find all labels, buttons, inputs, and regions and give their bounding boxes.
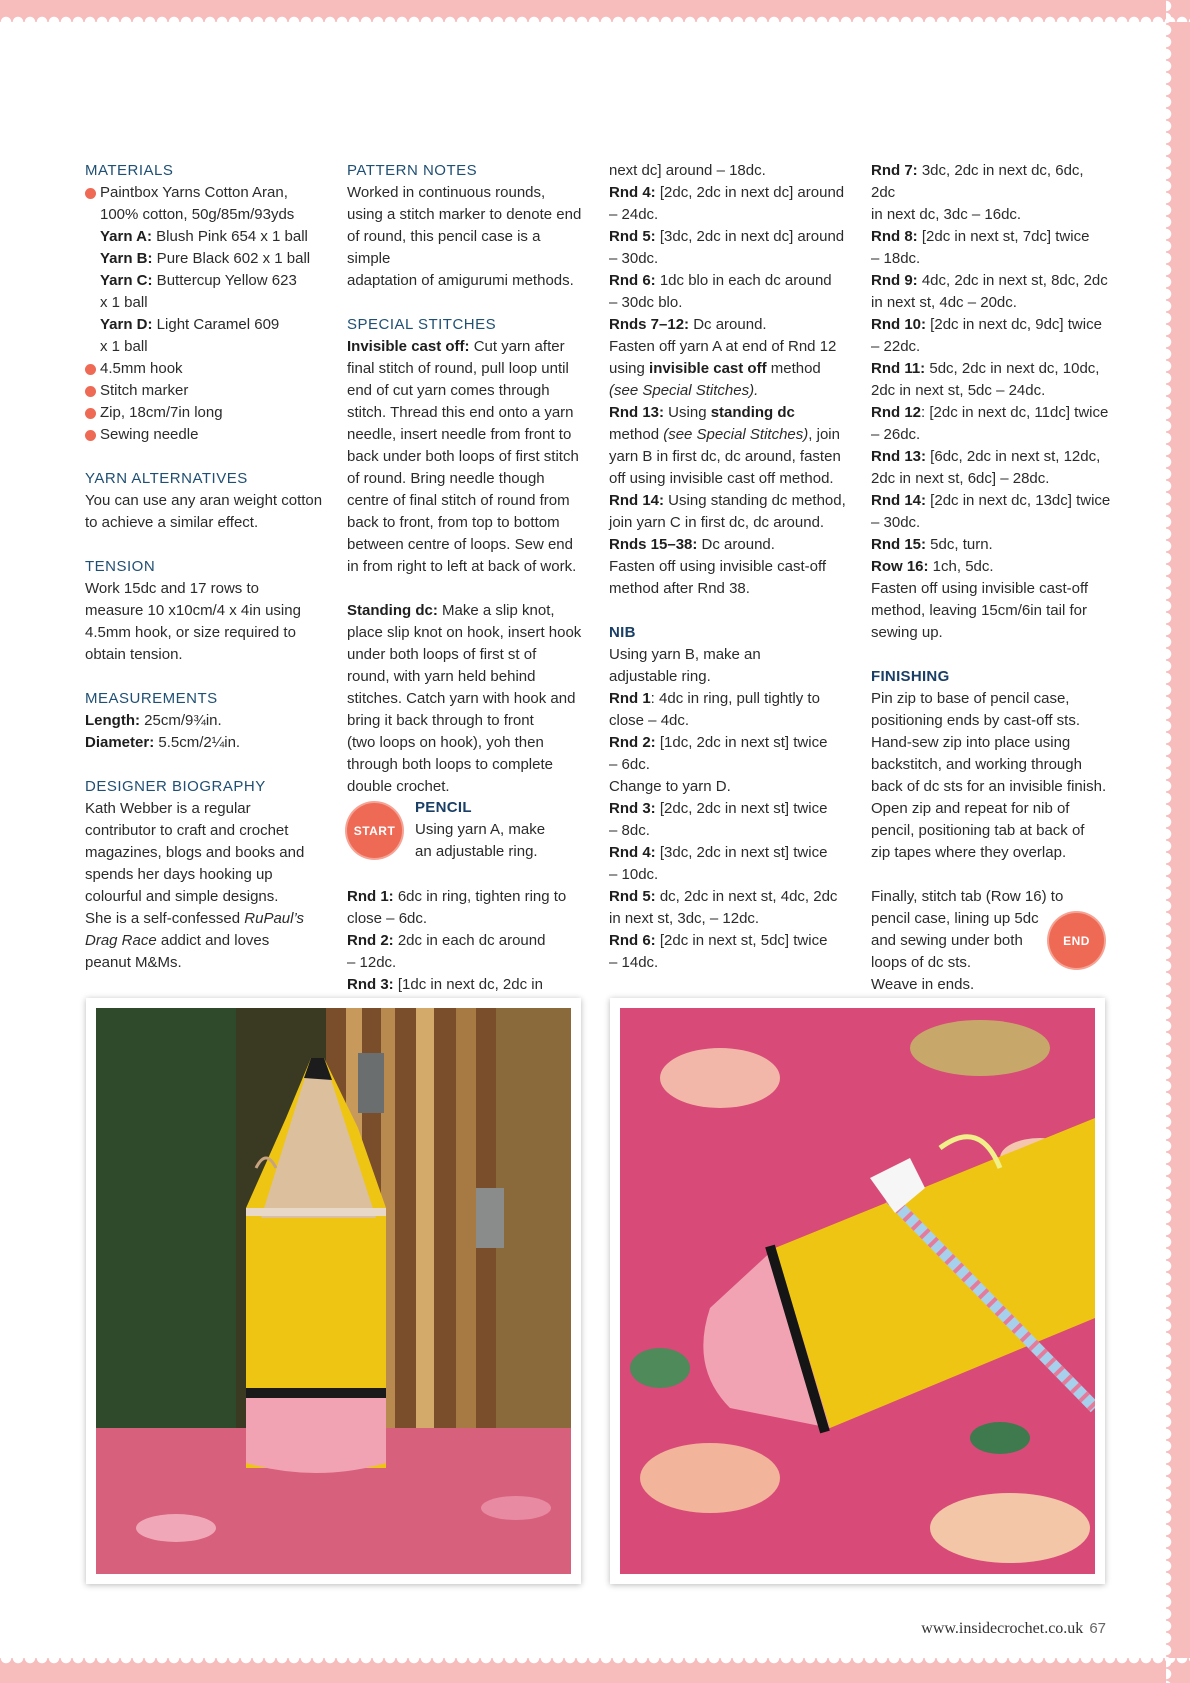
materials-item: Stitch marker [85,380,325,402]
materials-item: Zip, 18cm/7in long [85,402,325,424]
column-3: next dc] around – 18dc. Rnd 4: [2dc, 2dc in next dc] around – 24dc. Rnd 5: [3dc, 2dc in next dc] around – 30dc. Rnd 6: 1dc blo in each dc around – 30dc blo. Rnds 7–12: Dc around. Fasten off yarn A at end of Rnd 12 using invisible cast off method (see Special Stitches). Rnd 13: Using standing dc method (see Special Stitches), join yarn B in first dc, dc around, fasten off using invisible cast off method. Rnd 14: Using standing dc method, join yarn C in first dc, dc around. Rnds 15–38: Dc around. Fasten off using invisible cast-off method after Rnd 38. NIB Using yarn B, make an adjustable ring. Rnd 1: 4dc in ring, pull tightly to close – 4dc. Rnd 2: [1dc, 2dc in next st] twice – 6dc. Change to yarn D. Rnd 3: [2dc, 2dc in next st] twice – 8dc. Rnd 4: [3dc, 2dc in next st] twice – 10dc. Rnd 5: dc, 2dc in next st, 4dc, 2dc in next st, 3dc, – 12dc. Rnd 6: [2dc in next st, 5dc] twice – 14dc. [609,160,854,974]
materials-item: 4.5mm hook [85,358,325,380]
end-badge: END [1049,913,1104,968]
page-border-top [0,0,1190,22]
column-2: PATTERN NOTES Worked in continuous rounds, using a stitch marker to denote end of round, this pencil case is a simple adaptation of amigurumi methods. SPECIAL STITCHES Invisible cast off: Cut yarn after final stitch of round, pull loop until end of cut yarn comes through stitch. Thread this end onto a yarn needle, insert needle from front to back under both loops of first stitch of round. Bring needle though centre of final stitch of round from back to front, from top to bottom between centre of loops. Sew end in from right to left at back of work. Standing dc: Make a slip knot, place slip knot on hook, insert hook under both loops of first st of round, with yarn held behind stitches. Catch yarn with hook and bring it back through to front (two loops on hook), yoh then through both loops to complete double crochet. Rnd 1: 6dc in ring, tighten ring to close – 6dc. Rnd 2: 2dc in each dc around – 12dc. Rnd 3: [1dc in next dc, 2dc in [347,160,587,996]
photo-pencil-case-upright [86,998,581,1584]
special-stitches-heading: SPECIAL STITCHES [347,316,497,333]
nib-heading: NIB [609,624,636,641]
start-badge: START [347,803,402,858]
page-border-bottom [0,1658,1190,1683]
pencil-case-lying-image [620,1008,1095,1574]
pencil-intro: Using yarn A, make an adjustable ring. [415,821,546,860]
pencil-heading: PENCIL [415,799,472,816]
yarn-alternatives-heading: YARN ALTERNATIVES [85,470,248,487]
pencil-case-upright-image [96,1008,571,1574]
column-4: Rnd 7: 3dc, 2dc in next dc, 6dc, 2dc in next dc, 3dc – 16dc. Rnd 8: [2dc in next st, 7dc] twice – 18dc. Rnd 9: 4dc, 2dc in next st, 8dc, 2dc in next st, 4dc – 20dc. Rnd 10: [2dc in next dc, 9dc] twice – 22dc. Rnd 11: 5dc, 2dc in next dc, 10dc, 2dc in next st, 5dc – 24dc. Rnd 12: [2dc in next dc, 11dc] twice – 26dc. Rnd 13: [6dc, 2dc in next st, 12dc, 2dc in next st, 6dc] – 28dc. Rnd 14: [2dc in next dc, 13dc] twice – 30dc. Rnd 15: 5dc, turn. Row 16: 1ch, 5dc. Fasten off using invisible cast-off method, leaving 15cm/6in tail for sewing up. FINISHING Pin zip to base of pencil case, positioning ends by cast-off sts. Hand-sew zip into place using backstitch, and working through back of dc sts for an invisible finish. Open zip and repeat for nib of pencil, positioning tab at back of zip tapes where they overlap. Finally, stitch tab (Row 16) to pencil case, lining up 5dc and sewing under both loops of dc sts. Weave in ends. [871,162,1111,993]
photo-pencil-case-lying [610,998,1105,1584]
page-footer [921,1620,1106,1638]
finishing-heading: FINISHING [871,668,950,685]
column-1: MATERIALS Paintbox Yarns Cotton Aran, 100% cotton, 50g/85m/93yds Yarn A: Blush Pink 654 x 1 ball Yarn B: Pure Black 602 x 1 ball Yarn C: Buttercup Yellow 623 x 1 ball Yarn D: Light Caramel 609 x 1 ball 4.5mm hook Stitch marker Zip, 18cm/7in long Sewing needle YARN ALTERNATIVES You can use any aran weight cotton to achieve a similar effect. TENSION Work 15dc and 17 rows to measure 10 x10cm/4 x 4in using 4.5mm hook, or size required to obtain tension. MEASUREMENTS Length: 25cm/9¾in. Diameter: 5.5cm/2¼in. DESIGNER BIOGRAPHY Kath Webber is a regular contributor to craft and crochet magazines, blogs and books and spends her days hooking up colourful and simple designs. She is a self-confessed RuPaul’s Drag Race addict and loves peanut M&Ms. [85,160,325,974]
pattern-notes-heading: PATTERN NOTES [347,162,478,179]
designer-biography-heading: DESIGNER BIOGRAPHY [85,778,266,795]
tension-heading: TENSION [85,558,156,575]
materials-item: Paintbox Yarns Cotton Aran, [85,182,325,204]
materials-item: Sewing needle [85,424,325,446]
measurements-heading: MEASUREMENTS [85,690,218,707]
page-border-right [1166,0,1190,1683]
materials-heading: MATERIALS [85,162,174,179]
website-url: www.insidecrochet.co.uk [921,1620,1084,1637]
page-number: 67 [1089,1620,1106,1637]
